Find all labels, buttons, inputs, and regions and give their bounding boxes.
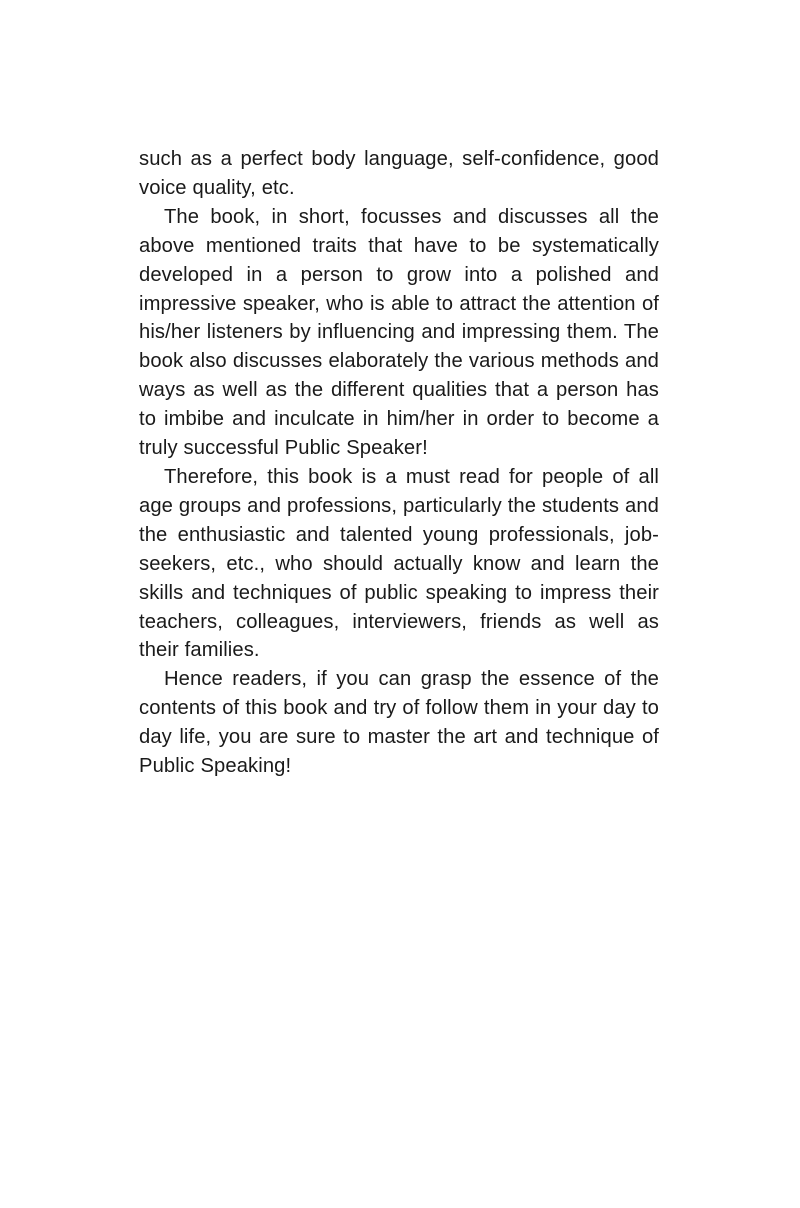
paragraph-continuation: such as a perfect body language, self-confidence, good voice quality, etc. <box>139 148 659 199</box>
paragraph-the-book: The book, in short, focusses and discusses all the above mentioned traits that have to be systematically developed in a person to grow into a polished and impressive speaker, who is able to attract the attention of his/her listeners by influencing and impressing them. The book also discusses elaborately the various methods and ways as well as the different qualities that a person has to imbibe and inculcate in him/her in order to become a truly successful Public Speaker! <box>139 205 659 460</box>
paragraph-therefore: Therefore, this book is a must read for people of all age groups and professions, particularly the students and the enthusiastic and talented young professionals, job-seekers, etc., who should actually know and learn the skills and techniques of public speaking to impress their teachers, colleagues, interviewers, friends as well as their families. <box>139 465 659 662</box>
body-text-block <box>139 145 659 781</box>
paragraph-hence: Hence readers, if you can grasp the essence of the contents of this book and try of follow them in your day to day life, you are sure to master the art and technique of Public Speaking! <box>139 668 659 778</box>
